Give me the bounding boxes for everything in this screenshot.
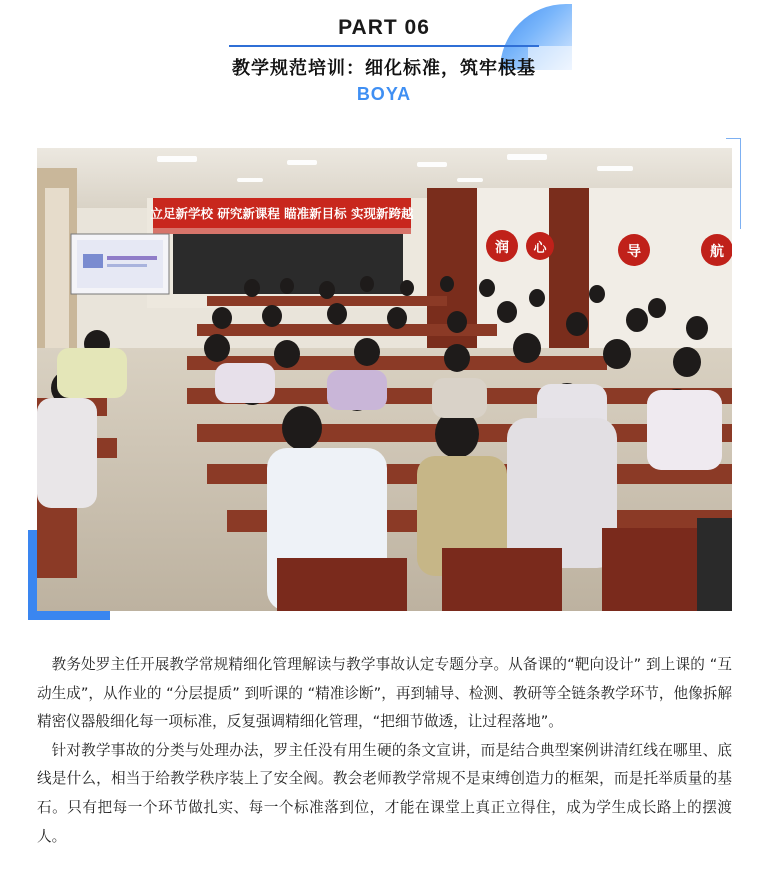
- brand-label: BOYA: [356, 84, 412, 104]
- wall-char-3: 导: [627, 244, 641, 260]
- header-divider: [229, 45, 539, 47]
- banner-text: 立足新学校 研究新课程 瞄准新目标 实现新跨越: [150, 206, 414, 221]
- paragraph-1: 教务处罗主任开展教学常规精细化管理解读与教学事故认定专题分享。从备课的“靶向设计” 到上课的 “互动生成”，从作业的 “分层提质” 到听课的 “精准诊断”，再到辅导、检测、教研等全链条教学环节，他像拆解精密仪器般细化每一项标准，反复强调精细化管理，“把细节做透，让过程落地”。: [37, 656, 732, 731]
- section-header: [0, 0, 768, 120]
- training-photo: [37, 148, 732, 611]
- article-body: [37, 651, 732, 851]
- wall-char-1: 润: [495, 240, 509, 256]
- wall-char-4: 航: [710, 244, 724, 260]
- wall-char-2: 心: [533, 241, 547, 256]
- part-label: PART 06: [338, 16, 430, 39]
- section-title: 教学规范培训：细化标准，筑牢根基: [232, 58, 536, 79]
- paragraph-2: 针对教学事故的分类与处理办法，罗主任没有用生硬的条文宣讲，而是结合典型案例讲清红线在哪里、底线是什么，相当于给教学秩序装上了安全阀。教会老师教学常规不是束缚创造力的框架，而是托举质量的基石。只有把每一个环节做扎实、每一个标准落到位，才能在课堂上真正立得住，成为学生成长路上的摆渡人。: [37, 741, 732, 845]
